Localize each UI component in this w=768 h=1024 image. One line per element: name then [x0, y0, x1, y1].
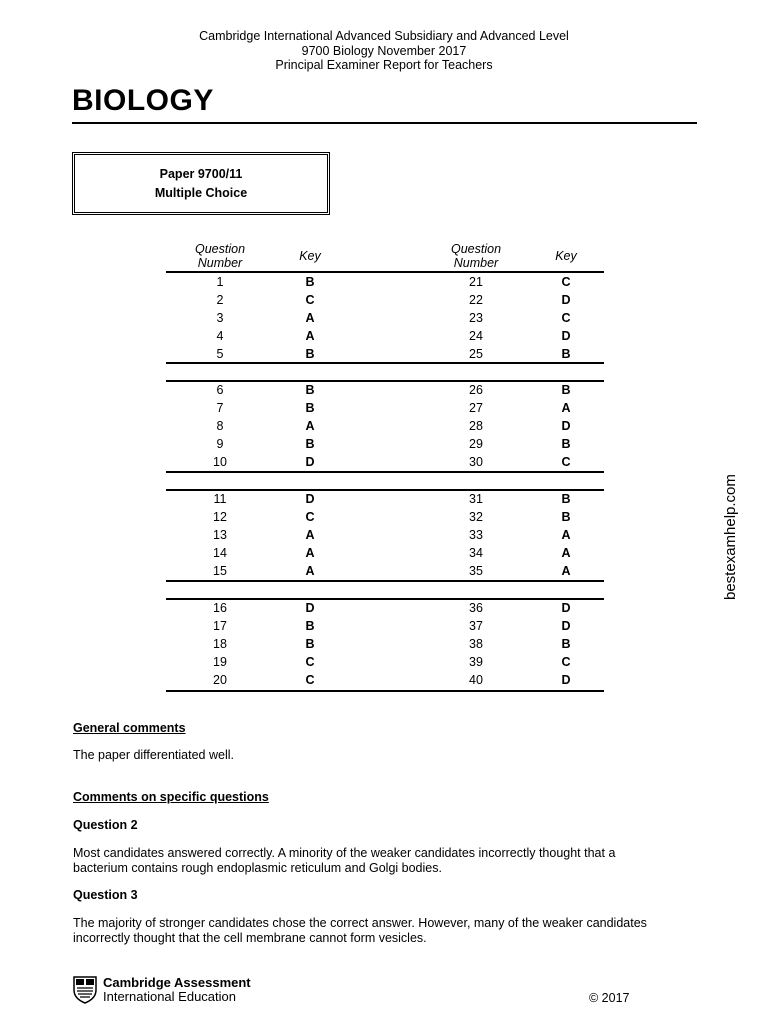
answer-key: B [561, 637, 571, 651]
question-number: 3 [216, 311, 224, 325]
question-number: 26 [469, 383, 483, 397]
question-number: 22 [469, 293, 483, 307]
answer-key: B [305, 437, 315, 451]
table-rule [166, 362, 604, 364]
specific-comments-title: Comments on specific questions [73, 790, 269, 804]
answer-key: A [305, 564, 315, 578]
question-number: 25 [469, 347, 483, 361]
table-row [166, 510, 604, 528]
question-number: 24 [469, 329, 483, 343]
question-number: 14 [213, 546, 227, 560]
table-rule [166, 471, 604, 473]
question-number: 35 [469, 564, 483, 578]
question-number: 23 [469, 311, 483, 325]
question-number: 31 [469, 492, 483, 506]
report-header [0, 29, 768, 73]
answer-key: B [305, 637, 315, 651]
question-number: 30 [469, 455, 483, 469]
answer-key: D [561, 673, 571, 687]
table-rule [166, 489, 604, 491]
answer-key: D [561, 329, 571, 343]
general-comments-heading [73, 721, 693, 736]
title-divider [72, 122, 697, 124]
answer-key: B [561, 510, 571, 524]
question-number: 11 [213, 492, 227, 506]
answer-key: B [561, 347, 571, 361]
question-number: 38 [469, 637, 483, 651]
answer-key: C [305, 673, 315, 687]
table-header [166, 242, 604, 270]
question-2-line-1: Most candidates answered correctly. A minority of the weaker candidates incorrectly thought that a [73, 846, 616, 860]
question-number: 2 [216, 293, 224, 307]
answer-key: D [561, 619, 571, 633]
question-header-line2: Number [453, 256, 499, 270]
question-number: 33 [469, 528, 483, 542]
answer-key: B [305, 401, 315, 415]
table-row [166, 655, 604, 673]
question-header-line1: Question [194, 242, 246, 256]
answer-key: D [561, 293, 571, 307]
question-number: 40 [469, 673, 483, 687]
table-row [166, 492, 604, 510]
question-2-line-2: bacterium contains rough endoplasmic reticulum and Golgi bodies. [73, 860, 442, 875]
answer-key: C [305, 293, 315, 307]
watermark-link[interactable]: bestexamhelp.com [722, 474, 739, 600]
logo-line-1: Cambridge Assessment [103, 975, 251, 990]
answer-key: C [561, 655, 571, 669]
question-3-text [73, 916, 693, 945]
question-number: 1 [216, 275, 224, 289]
answer-key: C [561, 275, 571, 289]
question-number: 6 [216, 383, 224, 397]
answer-key: B [561, 437, 571, 451]
question-number: 7 [216, 401, 224, 415]
question-number-header-right [436, 242, 516, 270]
table-rule [166, 598, 604, 600]
table-row [166, 437, 604, 455]
answer-key: A [305, 546, 315, 560]
answer-key: D [561, 419, 571, 433]
answer-key: A [561, 546, 571, 560]
question-number: 37 [469, 619, 483, 633]
question-number: 18 [213, 637, 227, 651]
question-3-heading: Question 3 [73, 888, 138, 902]
question-number: 13 [213, 528, 227, 542]
table-row [166, 401, 604, 419]
table-row [166, 546, 604, 564]
table-row [166, 311, 604, 329]
header-line-3: Principal Examiner Report for Teachers [275, 58, 493, 72]
question-3-line-2: incorrectly thought that the cell membrane cannot form vesicles. [73, 930, 427, 945]
question-number: 34 [469, 546, 483, 560]
question-number: 29 [469, 437, 483, 451]
answer-key: A [561, 564, 571, 578]
question-number: 15 [213, 564, 227, 578]
specific-comments-heading [73, 790, 693, 805]
table-row [166, 673, 604, 691]
answer-key: B [561, 383, 571, 397]
question-number: 17 [213, 619, 227, 633]
table-row [166, 275, 604, 293]
question-number: 20 [213, 673, 227, 687]
header-line-2: 9700 Biology November 2017 [301, 43, 467, 58]
question-number: 36 [469, 601, 483, 615]
question-number: 10 [213, 455, 227, 469]
table-row [166, 601, 604, 619]
logo-line-2: International Education [103, 989, 236, 1004]
question-number: 12 [213, 510, 227, 524]
question-3-line-1: The majority of stronger candidates chose the correct answer. However, many of the weaker candidates [73, 916, 647, 930]
question-number: 21 [469, 275, 483, 289]
table-rule [166, 690, 604, 692]
shield-icon [73, 976, 97, 1004]
answer-key: A [305, 419, 315, 433]
answer-key: D [561, 601, 571, 615]
answer-key: B [305, 347, 315, 361]
key-header-left: Key [299, 249, 321, 263]
answer-key: C [561, 311, 571, 325]
answer-key: A [305, 329, 315, 343]
answer-key: A [561, 528, 571, 542]
answer-key: B [561, 492, 571, 506]
answer-key: D [305, 492, 315, 506]
answer-key: A [305, 528, 315, 542]
header-line-1: Cambridge International Advanced Subsidiary and Advanced Level [199, 29, 569, 43]
answer-key: C [305, 510, 315, 524]
question-number: 32 [469, 510, 483, 524]
answer-key: B [305, 275, 315, 289]
answer-key-table [166, 242, 604, 270]
question-number: 4 [216, 329, 224, 343]
table-row [166, 419, 604, 437]
table-row [166, 528, 604, 546]
table-row [166, 293, 604, 311]
answer-key: A [305, 311, 315, 325]
table-row [166, 383, 604, 401]
cambridge-logo [73, 976, 293, 1006]
question-number: 16 [213, 601, 227, 615]
answer-key: A [561, 401, 571, 415]
question-header-line1: Question [450, 242, 502, 256]
table-row [166, 637, 604, 655]
question-number: 27 [469, 401, 483, 415]
general-comments-text: The paper differentiated well. [73, 748, 234, 762]
table-row [166, 329, 604, 347]
table-rule [166, 580, 604, 582]
answer-key: C [305, 655, 315, 669]
answer-key: B [305, 619, 315, 633]
general-comments-title: General comments [73, 721, 186, 735]
logo-wordmark [103, 976, 251, 1004]
question-number: 39 [469, 655, 483, 669]
copyright: © 2017 [589, 991, 630, 1005]
question-number: 9 [216, 437, 224, 451]
table-row [166, 619, 604, 637]
question-header-line2: Number [197, 256, 243, 270]
answer-key: C [561, 455, 571, 469]
table-rule [166, 380, 604, 382]
answer-key: B [305, 383, 315, 397]
question-number: 8 [216, 419, 224, 433]
key-header-right: Key [555, 249, 577, 263]
answer-key: D [305, 601, 315, 615]
question-2-heading: Question 2 [73, 818, 138, 832]
page-title: BIOLOGY [72, 84, 214, 117]
question-2-text [73, 846, 693, 875]
paper-info-box [72, 152, 330, 215]
answer-key: D [305, 455, 315, 469]
question-number: 5 [216, 347, 224, 361]
question-number: 28 [469, 419, 483, 433]
paper-type: Multiple Choice [154, 186, 248, 200]
table-rule [166, 271, 604, 273]
question-number: 19 [213, 655, 227, 669]
paper-code: Paper 9700/11 [159, 167, 243, 181]
question-number-header-left [180, 242, 260, 270]
